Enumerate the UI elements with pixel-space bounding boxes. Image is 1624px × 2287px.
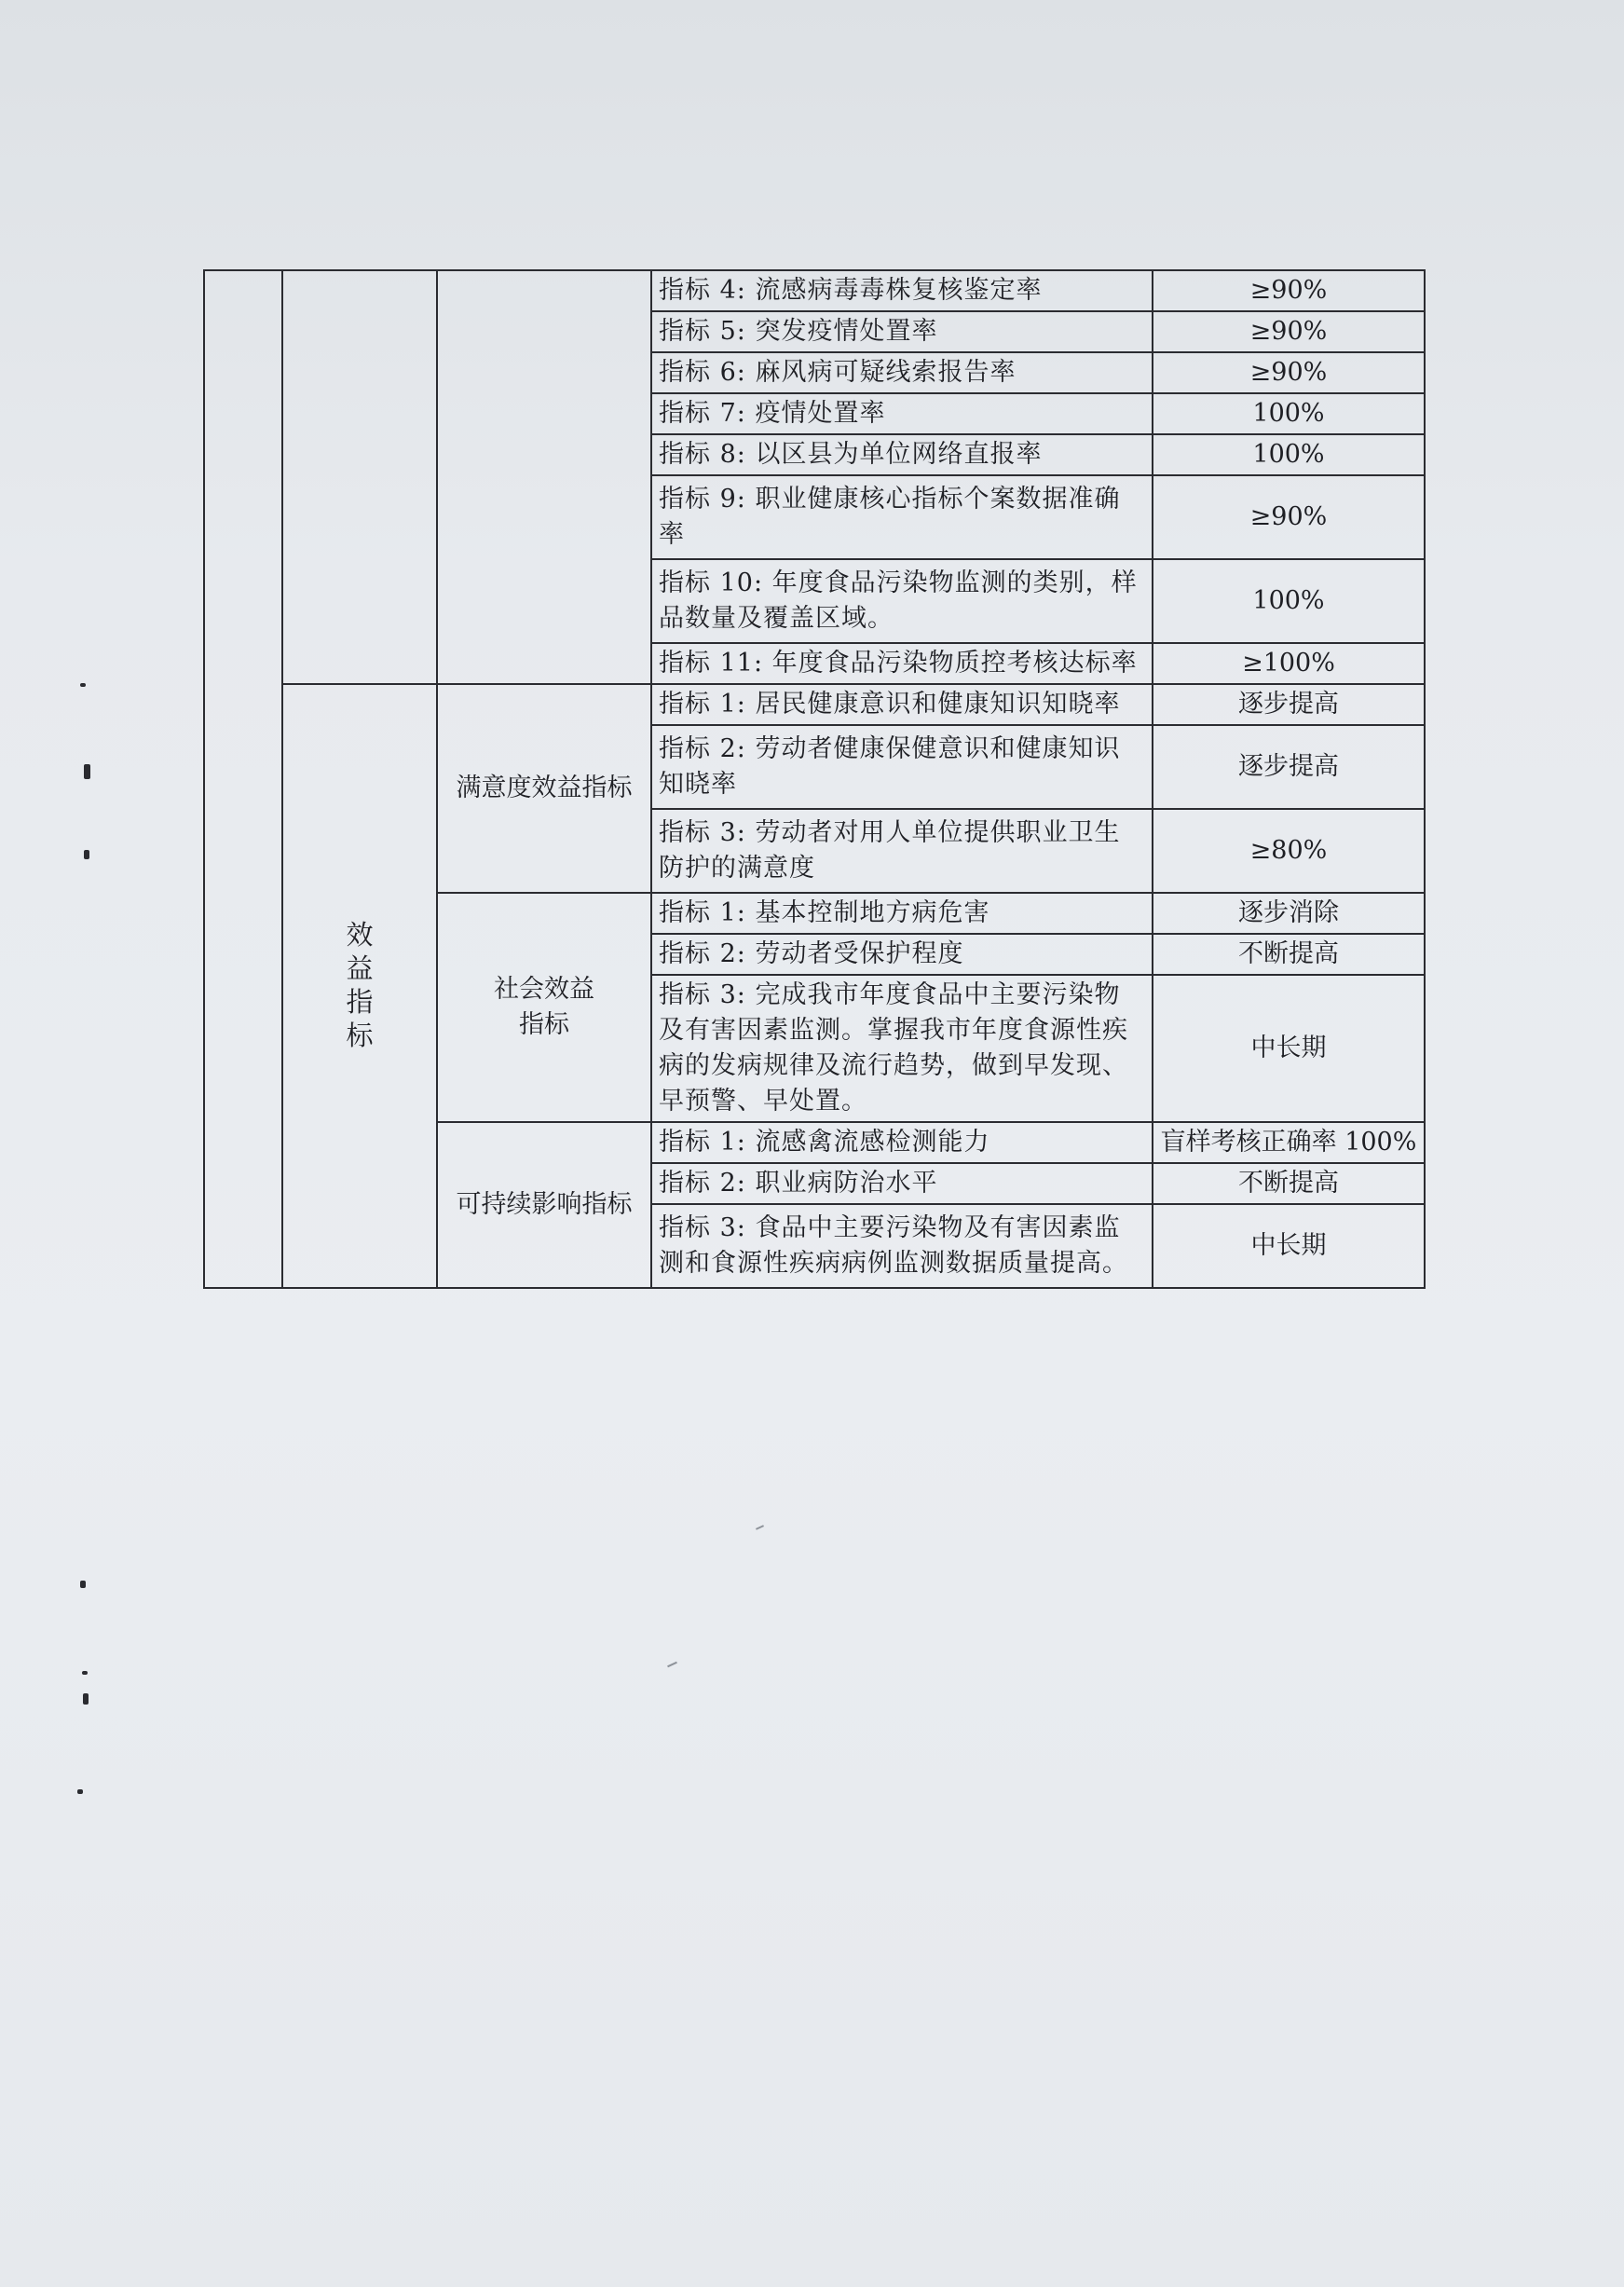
- indicator-name: 指标 9: 职业健康核心指标个案数据准确率: [651, 475, 1153, 559]
- indicator-value: 100%: [1153, 559, 1425, 643]
- table-row: [204, 270, 1425, 311]
- indicator-name: 指标 11: 年度食品污染物质控考核达标率: [651, 643, 1153, 684]
- subgroup-satisfaction: 满意度效益指标: [437, 684, 651, 893]
- indicator-value: 中长期: [1153, 1204, 1425, 1288]
- indicator-value: ≥90%: [1153, 311, 1425, 352]
- indicator-value: 不断提高: [1153, 1163, 1425, 1204]
- category-cell: [282, 684, 437, 1288]
- indicator-name: 指标 10: 年度食品污染物监测的类别，样品数量及覆盖区域。: [651, 559, 1153, 643]
- indicator-name: 指标 4: 流感病毒毒株复核鉴定率: [651, 270, 1153, 311]
- indicator-name: 指标 5: 突发疫情处置率: [651, 311, 1153, 352]
- blank-cell: [204, 270, 282, 1288]
- binding-hole: [77, 1789, 83, 1794]
- category-label: 效益指标: [346, 918, 374, 1051]
- pencil-mark: [667, 1662, 677, 1667]
- subgroup-sustainable: 可持续影响指标: [437, 1122, 651, 1288]
- indicator-name: 指标 2: 职业病防治水平: [651, 1163, 1153, 1204]
- indicator-name: 指标 1: 流感禽流感检测能力: [651, 1122, 1153, 1163]
- subgroup-social: [437, 893, 651, 1122]
- indicator-name: 指标 2: 劳动者受保护程度: [651, 934, 1153, 975]
- indicator-value: ≥90%: [1153, 475, 1425, 559]
- indicator-value: 逐步消除: [1153, 893, 1425, 934]
- indicator-value: 100%: [1153, 434, 1425, 475]
- indicator-value: ≥80%: [1153, 809, 1425, 893]
- binding-hole: [84, 764, 90, 779]
- indicator-table: [203, 269, 1426, 1289]
- indicator-value: 逐步提高: [1153, 725, 1425, 809]
- indicator-name: 指标 2: 劳动者健康保健意识和健康知识知晓率: [651, 725, 1153, 809]
- indicator-name: 指标 7: 疫情处置率: [651, 393, 1153, 434]
- indicator-name: 指标 3: 食品中主要污染物及有害因素监测和食源性疾病病例监测数据质量提高。: [651, 1204, 1153, 1288]
- indicator-value: ≥100%: [1153, 643, 1425, 684]
- indicator-name: 指标 3: 完成我市年度食品中主要污染物及有害因素监测。掌握我市年度食源性疾病的发病规律及流行趋势，做到早发现、早预警、早处置。: [651, 975, 1153, 1122]
- indicator-name: 指标 3: 劳动者对用人单位提供职业卫生防护的满意度: [651, 809, 1153, 893]
- indicator-name: 指标 1: 居民健康意识和健康知识知晓率: [651, 684, 1153, 725]
- indicator-value: ≥90%: [1153, 352, 1425, 393]
- blank-cell: [437, 270, 651, 684]
- binding-hole: [82, 1671, 88, 1675]
- indicator-name: 指标 8: 以区县为单位网络直报率: [651, 434, 1153, 475]
- binding-hole: [80, 1581, 86, 1588]
- indicator-value: 逐步提高: [1153, 684, 1425, 725]
- subgroup-social-label: 社会效益指标: [494, 975, 594, 1039]
- indicator-name: 指标 6: 麻风病可疑线索报告率: [651, 352, 1153, 393]
- indicator-value: ≥90%: [1153, 270, 1425, 311]
- binding-hole: [80, 683, 86, 687]
- indicator-value: 中长期: [1153, 975, 1425, 1122]
- table-row: [204, 684, 1425, 725]
- pencil-mark: [756, 1525, 764, 1530]
- binding-hole: [83, 1693, 89, 1705]
- indicator-name: 指标 1: 基本控制地方病危害: [651, 893, 1153, 934]
- indicator-value: 盲样考核正确率 100%: [1153, 1122, 1425, 1163]
- blank-cell: [282, 270, 437, 684]
- indicator-value: 100%: [1153, 393, 1425, 434]
- indicator-value: 不断提高: [1153, 934, 1425, 975]
- binding-hole: [84, 850, 89, 859]
